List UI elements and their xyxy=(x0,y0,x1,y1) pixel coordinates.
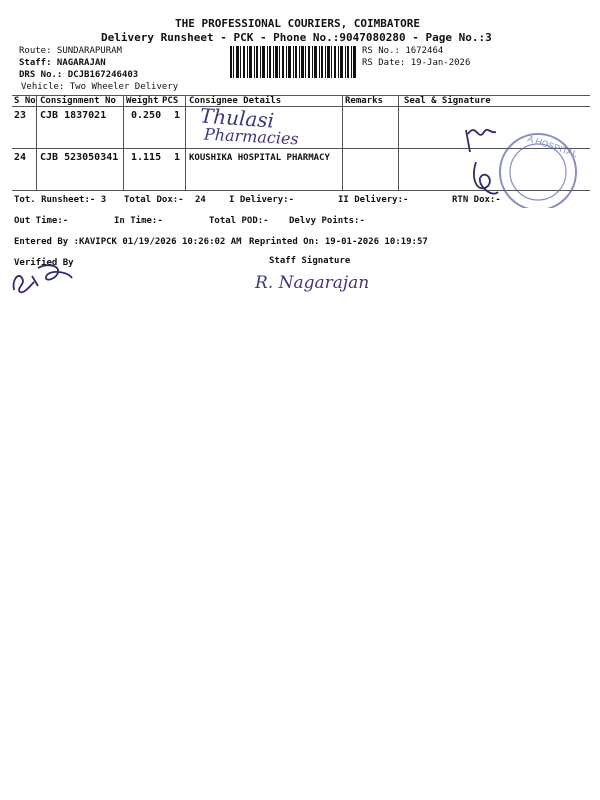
col-divider-consignment xyxy=(123,96,124,190)
ii-delivery: II Delivery:- xyxy=(338,195,409,205)
out-time: Out Time:- xyxy=(14,216,69,226)
stamp-text: A HOSPITAL xyxy=(526,133,579,160)
row-consignment: CJB 1837021 xyxy=(40,110,107,121)
row-consignee: KOUSHIKA HOSPITAL PHARMACY xyxy=(189,153,330,163)
col-pcs: PCS xyxy=(162,96,179,106)
staff-signature-handwritten: R. Nagarajan xyxy=(255,273,370,293)
row-sno: 23 xyxy=(14,110,27,121)
row-pcs: 1 xyxy=(174,152,181,163)
row-pcs: 1 xyxy=(174,110,181,121)
seal-signature-1 xyxy=(466,130,496,152)
row-sno: 24 xyxy=(14,152,27,163)
rs-date: RS Date: 19-Jan-2026 xyxy=(362,58,471,68)
seal-area xyxy=(440,112,590,208)
rs-number: RS No.: 1672464 xyxy=(362,46,444,56)
col-divider-remarks xyxy=(398,96,399,190)
seal-signature-2 xyxy=(474,162,498,194)
verified-by: Verified By xyxy=(14,258,74,268)
delvy-points: Delvy Points:- xyxy=(289,216,365,226)
consignee-handwritten-line1: Thulasi xyxy=(199,103,275,133)
vehicle: Vehicle: Two Wheeler Delivery xyxy=(21,82,179,92)
col-seal: Seal & Signature xyxy=(404,96,491,106)
drs-number: DRS No.: DCJB167246403 xyxy=(19,70,139,80)
reprinted-on: Reprinted On: 19-01-2026 10:19:57 xyxy=(249,237,428,247)
consignee-handwritten-line2: Pharmacies xyxy=(203,124,300,149)
entered-by: Entered By :KAVIPCK 01/19/2026 10:26:02 AM xyxy=(14,237,242,247)
staff-name: Staff: NAGARAJAN xyxy=(19,58,106,68)
staff-signature-label: Staff Signature xyxy=(269,256,351,266)
row-weight: 1.115 xyxy=(131,152,162,163)
verified-signature xyxy=(8,256,78,298)
runsheet-title: Delivery Runsheet - PCK - Phone No.:9047080280 - Page No.:3 xyxy=(101,31,492,44)
row-consignment: CJB 523050341 xyxy=(40,152,119,163)
col-sno: S No xyxy=(14,96,36,106)
barcode xyxy=(230,46,358,78)
col-divider-consignee xyxy=(342,96,343,190)
col-consignee: Consignee Details xyxy=(189,96,282,106)
header-bottom-rule xyxy=(12,106,590,107)
hospital-stamp xyxy=(500,133,579,208)
in-time: In Time:- xyxy=(114,216,163,226)
total-dox-label: Total Dox:- xyxy=(124,195,184,205)
col-weight: Weight xyxy=(126,96,159,106)
total-pod: Total POD:- xyxy=(209,216,269,226)
col-consignment: Consignment No xyxy=(40,96,116,106)
total-dox-value: 24 xyxy=(195,195,206,205)
route: Route: SUNDARAPURAM xyxy=(19,46,122,56)
col-divider-sno xyxy=(36,96,37,190)
i-delivery: I Delivery:- xyxy=(229,195,295,205)
col-divider-pcs xyxy=(185,96,186,190)
company-name: THE PROFESSIONAL COURIERS, COIMBATORE xyxy=(175,17,421,30)
row-weight: 0.250 xyxy=(131,110,162,121)
rtn-dox: RTN Dox:- xyxy=(452,195,501,205)
col-remarks: Remarks xyxy=(345,96,383,106)
total-runsheet: Tot. Runsheet:- 3 xyxy=(14,195,107,205)
